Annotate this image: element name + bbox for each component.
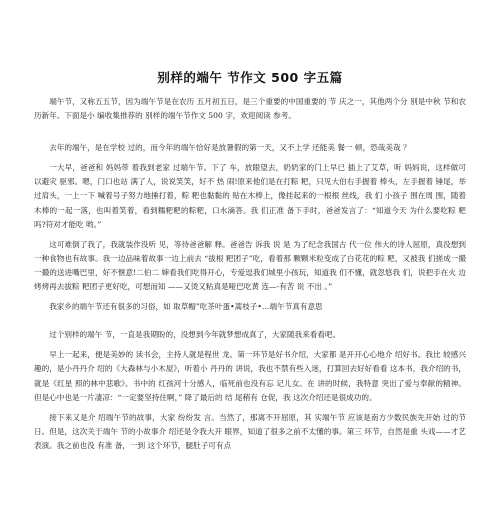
paragraph-morning: 一大早，爸爸和 妈妈带 着我到老家 过端午节。下了 车，放眼望去，奶奶家的门上早已 插上了艾草，听 妈妈说，这样做可以避灾 驱邪。嗯，门口也站 满了人，说说笑笑，好不 热 闹!原来他们是在打粽 粑，只见大伯右手握着 棒头，左手握着 锤尾，举过肩头，一上一下 喊着号子努力地捶打着，粽 粑也黏黏的 贴在木棒上，像挂起来的一根根 丝线，我 们 小孩子 围在周 围，随着木棒的一起一落，也叫着笑着，看到糯粑粑的粽粑，口水滴答。我 们正准 备下手时，爸爸发言了：“知道今天 为什么要吃粽 粑吗?符对才能吃 哟。”: [34, 163, 466, 229]
paragraph-gap: [34, 123, 466, 141]
paragraph-stories: 接下来又是介 绍端午节的故事，大家 纷纷发 言。当然了，那离不开屈原，其 实端午节 应该是南方少数民族先开始 过的节日。但是，这次关于端午 节的小故事介 绍还是令我大开 眼界，知道了很多之前不太懂的事。第三 环节，自然是重 头戏——才艺表演。我之前也没 有准 备，一到 这个环节，腿肚子可有点: [34, 412, 466, 450]
essay-separator: [34, 314, 466, 328]
paragraph-customs: 我家乡的端午节还有很多的习俗，如 取草帽”吃茶叶蛋•蒿枝子•…端午节真有意思: [49, 302, 323, 312]
paragraph-intro: 端午节，又称五五节，因为端午节是在农历 五月初五日，是三个重要的中国重要的 节 庆之一，其他两个分 别是中秋 节和农历新年。下面是小 编收集推荐的 别样的端午节作文 500 字，欢迎阅读 参考。: [34, 97, 466, 121]
paragraph-story: 这可难倒了我了，我就装作没听 见，等待爸爸解 释。爸爸告 诉我 说 是 为了纪念我国古 代一位 伟大的诗人屈原，真没想到一种食物也有故事。我一边品味着故事一边上前去 “拔根 粑团子”吃，看着那 颗颗米粒变成了白花花的粽 粑，又被我 们搓成一撮一撮的送进嘴巴里，好不惬意!二伯二 婶看我们吃得开心，专爱逗我们城里小孩玩，知道我 们不懂，就忽悠我 们，说把手在火 边烤烤再去拔粽 粑团子更好吃，可想而知 ——又烫又粘真是哑巴吃黄 连—-有苦 说 不出 。”: [34, 239, 466, 292]
paragraph-last-year: 去年的端午，是在学校 过的，而今年的端午恰好是放暑假的第一天，又不上学 还能美 餐一 顿，恐哉美哉 ？: [49, 143, 411, 153]
paragraph-second-essay-intro: 过个别样的端午 节，一直是我期盼的，没想到今年就梦想成真了，大家随我来看看吧。: [49, 330, 341, 340]
paragraph-reading-club: 早上一起来，便是美妙的 读书会，主持人就是程世 龙。第一环节是好书介绍，大家都 是开开心心地介 绍好书。我比 较感兴趣的，是小丹丹介 绍的《大森林与小木屋》，听着小 丹丹的 讲说，我也不禁有些入迷，打算回去好好看看 这本书，我介绍的书，就是《红星 照的林中悲歌》。书中的 红孩河十分感人，临死前也没有忘 记儿女。在 讲的时候，我特意 突出了爱与奉献的精神。但是心中也是一片凄凉：“一定要坚持住啊，” 降了最后的 结 尾稍有 仓促，我 这次介绍还是很成功的。: [34, 350, 466, 402]
document-title: 别样的端午 节作文 500 字五篇: [157, 70, 343, 85]
